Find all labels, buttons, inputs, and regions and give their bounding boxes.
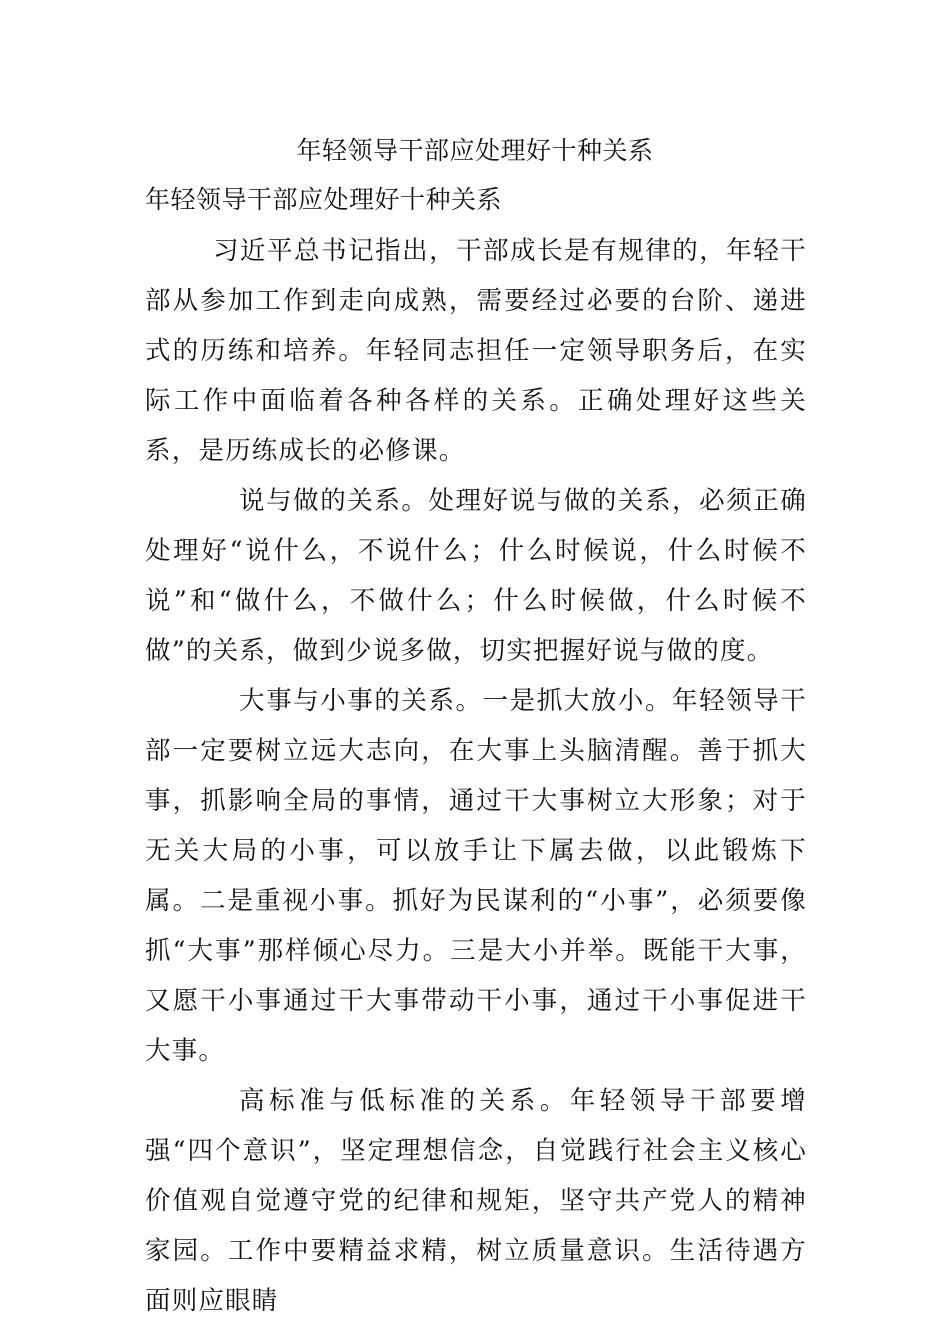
paragraph-speak-and-act: 说与做的关系。处理好说与做的关系，必须正确处理好“说什么，不说什么；什么时候说，什么时候不说”和“做什么，不做什么；什么时候做，什么时候不做”的关系，做到少说多做，切实把握好说与做的度。 bbox=[145, 486, 807, 666]
document-title: 年轻领导干部应处理好十种关系 bbox=[296, 136, 654, 165]
document-subtitle: 年轻领导干部应处理好十种关系 bbox=[145, 185, 503, 214]
paragraph-intro: 习近平总书记指出，干部成长是有规律的，年轻干部从参加工作到走向成熟，需要经过必要的台阶、递进式的历练和培养。年轻同志担任一定领导职务后，在实际工作中面临着各种各样的关系。正确处理好这些关系，是历练成长的必修课。 bbox=[145, 236, 807, 466]
paragraph-big-and-small-matters: 大事与小事的关系。一是抓大放小。年轻领导干部一定要树立远大志向，在大事上头脑清醒。善于抓大事，抓影响全局的事情，通过干大事树立大形象；对于无关大局的小事，可以放手让下属去做，以此锻炼下属。二是重视小事。抓好为民谋利的“小事”，必须要像抓“大事”那样倾心尽力。三是大小并举。既能干大事，又愿干小事通过干大事带动干小事，通过干小事促进干大事。 bbox=[145, 686, 807, 1066]
document-body bbox=[145, 226, 807, 1326]
paragraph-high-and-low-standards: 高标准与低标准的关系。年轻领导干部要增强“四个意识”，坚定理想信念，自觉践行社会主义核心价值观自觉遵守党的纪律和规矩，坚守共产党人的精神家园。工作中要精益求精，树立质量意识。生活待遇方面则应眼睛 bbox=[145, 1086, 807, 1316]
